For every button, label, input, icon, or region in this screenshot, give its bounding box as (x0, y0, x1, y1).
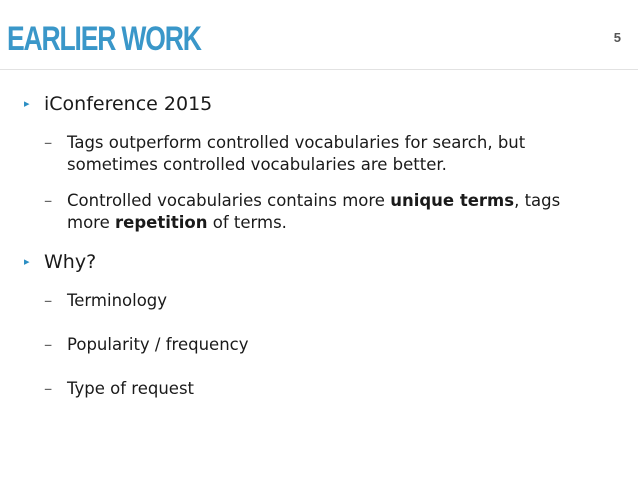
dash-marker: – (44, 133, 53, 152)
emphasis-unique-terms: unique terms (390, 191, 515, 210)
bullet-arrow-icon: ▸ (24, 97, 30, 110)
sub-item-text: Popularity / frequency (67, 335, 249, 354)
page-number: 5 (613, 30, 621, 45)
slide-title: EARLIER WORK (7, 20, 201, 58)
dash-marker: – (44, 191, 53, 210)
slide-body (24, 92, 624, 414)
title-divider (0, 69, 638, 70)
sub-item-text-part: Controlled vocabularies contains more (67, 191, 391, 210)
emphasis-repetition: repetition (115, 213, 208, 232)
dash-marker: – (44, 335, 53, 354)
bullet-item (24, 250, 624, 274)
sub-item-text: Tags outperform controlled vocabularies for search, but sometimes controlled vocabularies are better. (67, 133, 526, 174)
sub-item-text-part: , tags more (67, 191, 561, 232)
dash-marker: – (44, 291, 53, 310)
sub-item (24, 190, 587, 234)
bullet-item (24, 92, 624, 116)
sub-item-text-part: of terms. (207, 213, 287, 232)
bullet-text: Why? (44, 251, 97, 273)
sub-item (24, 378, 587, 400)
sub-item-text: Terminology (67, 291, 168, 310)
dash-marker: – (44, 379, 53, 398)
bullet-arrow-icon: ▸ (24, 255, 30, 268)
sub-item (24, 334, 587, 356)
sub-item-text: Type of request (67, 379, 195, 398)
bullet-text: iConference 2015 (44, 93, 213, 115)
sub-item (24, 132, 587, 176)
sub-item (24, 290, 587, 312)
